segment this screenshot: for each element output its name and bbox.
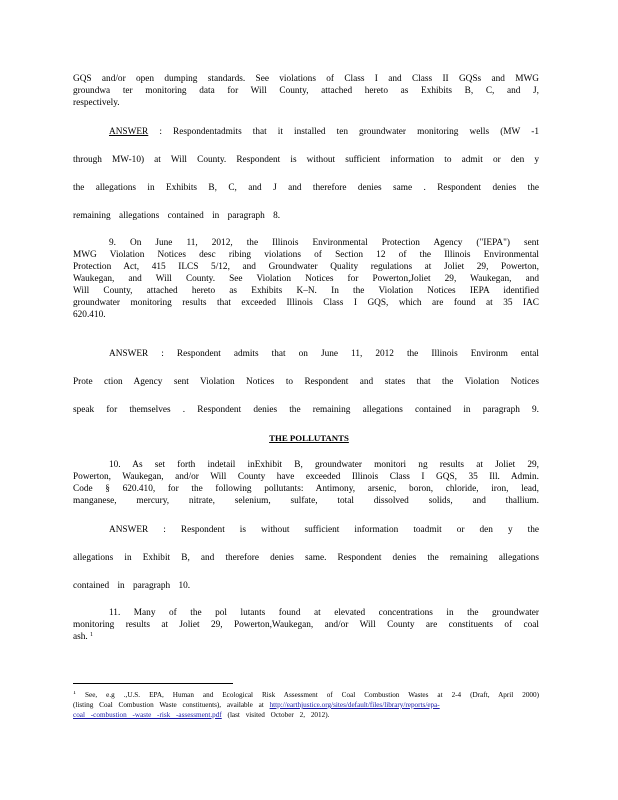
answer-9-line-2: Prote ction Agency sent Violation Notices to Respondent and states that the Violation Notices bbox=[73, 377, 539, 387]
para-10-line-2: Powerton, Waukegan, and/or Will County have exceeded Illinois Class I GQS, 35 Ill. Admin. bbox=[73, 472, 539, 482]
section-heading bbox=[0, 433, 618, 443]
footnote-reference[interactable]: 1 bbox=[90, 632, 94, 638]
para-9-line-7: 620.410. bbox=[73, 310, 106, 320]
para-11-line-2: monitoring results at Joliet 29, Powerton,Waukegan, and/or Will County are constituents of coal bbox=[73, 620, 539, 630]
para-11-line-3 bbox=[73, 632, 539, 643]
footnote-line-3 bbox=[73, 711, 539, 720]
footnote-line-1 bbox=[73, 691, 539, 700]
para-10-line-3: Code § 620.410, for the following pollutants: Antimony, arsenic, boron, chloride, iron, lead, bbox=[73, 484, 539, 494]
footnote-line-1-text: See, e.g .,U.S. EPA, Human and Ecological Risk Assessment of Coal Combustion Wastes at 2-4 (Draft, April 2000) bbox=[85, 691, 539, 699]
para-top-line-2: groundwa ter monitoring data for Will County, attached hereto as Exhibits B, C, and J, bbox=[73, 86, 539, 96]
footnote-line-2-text: (listing Coal Combustion Waste constituents), available at bbox=[73, 701, 264, 709]
para-9-line-2: MWG Violation Notices desc ribing violations of Section 12 of the Illinois Environmental bbox=[73, 250, 539, 260]
footnote-link-part-2[interactable]: coal -combustion -waste -risk -assessment.pdf bbox=[73, 711, 222, 719]
para-9-line-4: Waukegan, and Will County. See Violation Notices for Powerton,Joliet 29, Waukegan, and bbox=[73, 274, 539, 284]
answer-8-line-3: the allegations in Exhibits B, C, and J and therefore denies same . Respondent denies the bbox=[73, 183, 539, 193]
para-9-line-3: Protection Act, 415 ILCS 5/12, and Groundwater Quality regulations at Joliet 29, Powerton, bbox=[73, 262, 539, 272]
answer-8-line-2: through MW-10) at Will County. Respondent is without sufficient information to admit or den y bbox=[73, 155, 539, 165]
answer-10-line-1: ANSWER : Respondent is without sufficient information toadmit or den y the bbox=[109, 525, 539, 535]
footnote-separator bbox=[73, 683, 233, 684]
footnote-line-3-text: (last visited October 2, 2012). bbox=[227, 711, 330, 719]
answer-10-line-2: allegations in Exhibit B, and therefore denies same. Respondent denies the remaining allegations bbox=[73, 553, 539, 563]
answer-10-line-3: contained in paragraph 10. bbox=[73, 581, 191, 591]
answer-9-line-3: speak for themselves . Respondent denies the remaining allegations contained in paragraph 9. bbox=[73, 405, 539, 415]
footnote-number: 1 bbox=[73, 691, 76, 696]
para-9-line-5: Will County, attached hereto as Exhibits K–N. In the Violation Notices IEPA identified bbox=[73, 286, 539, 296]
para-11-line-1: 11. Many of the pol lutants found at elevated concentrations in the groundwater bbox=[109, 608, 539, 618]
para-9-line-6: groundwater monitoring results that exceeded Illinois Class I GQS, which are found at 35 IAC bbox=[73, 298, 539, 308]
para-top-line-3: respectively. bbox=[73, 98, 120, 108]
para-11-line-3-text: ash. bbox=[73, 632, 88, 642]
para-top-line-1: GQS and/or open dumping standards. See violations of Class I and Class II GQSs and MWG bbox=[73, 74, 539, 84]
para-10-line-4: manganese, mercury, nitrate, selenium, sulfate, total dissolved solids, and thallium. bbox=[73, 496, 539, 506]
para-9-line-1: 9. On June 11, 2012, the Illinois Environmental Protection Agency ("IEPA") sent bbox=[109, 238, 539, 248]
answer-8-line-4: remaining allegations contained in paragraph 8. bbox=[73, 211, 281, 221]
answer-label: ANSWER bbox=[109, 127, 149, 137]
footnote-link-part-1[interactable]: http://earthjustice.org/sites/default/files/library/reports/epa- bbox=[269, 701, 440, 709]
footnote-line-2 bbox=[73, 701, 539, 710]
answer-8-line-1-text: : Respondentadmits that it installed ten groundwater monitoring wells (MW -1 bbox=[159, 127, 539, 137]
section-heading-text: THE POLLUTANTS bbox=[269, 433, 349, 443]
answer-9-line-1: ANSWER : Respondent admits that on June 11, 2012 the Illinois Environm ental bbox=[109, 349, 539, 359]
para-10-line-1: 10. As set forth indetail inExhibit B, groundwater monitori ng results at Joliet 29, bbox=[109, 460, 539, 470]
answer-8-line-1 bbox=[109, 127, 539, 138]
